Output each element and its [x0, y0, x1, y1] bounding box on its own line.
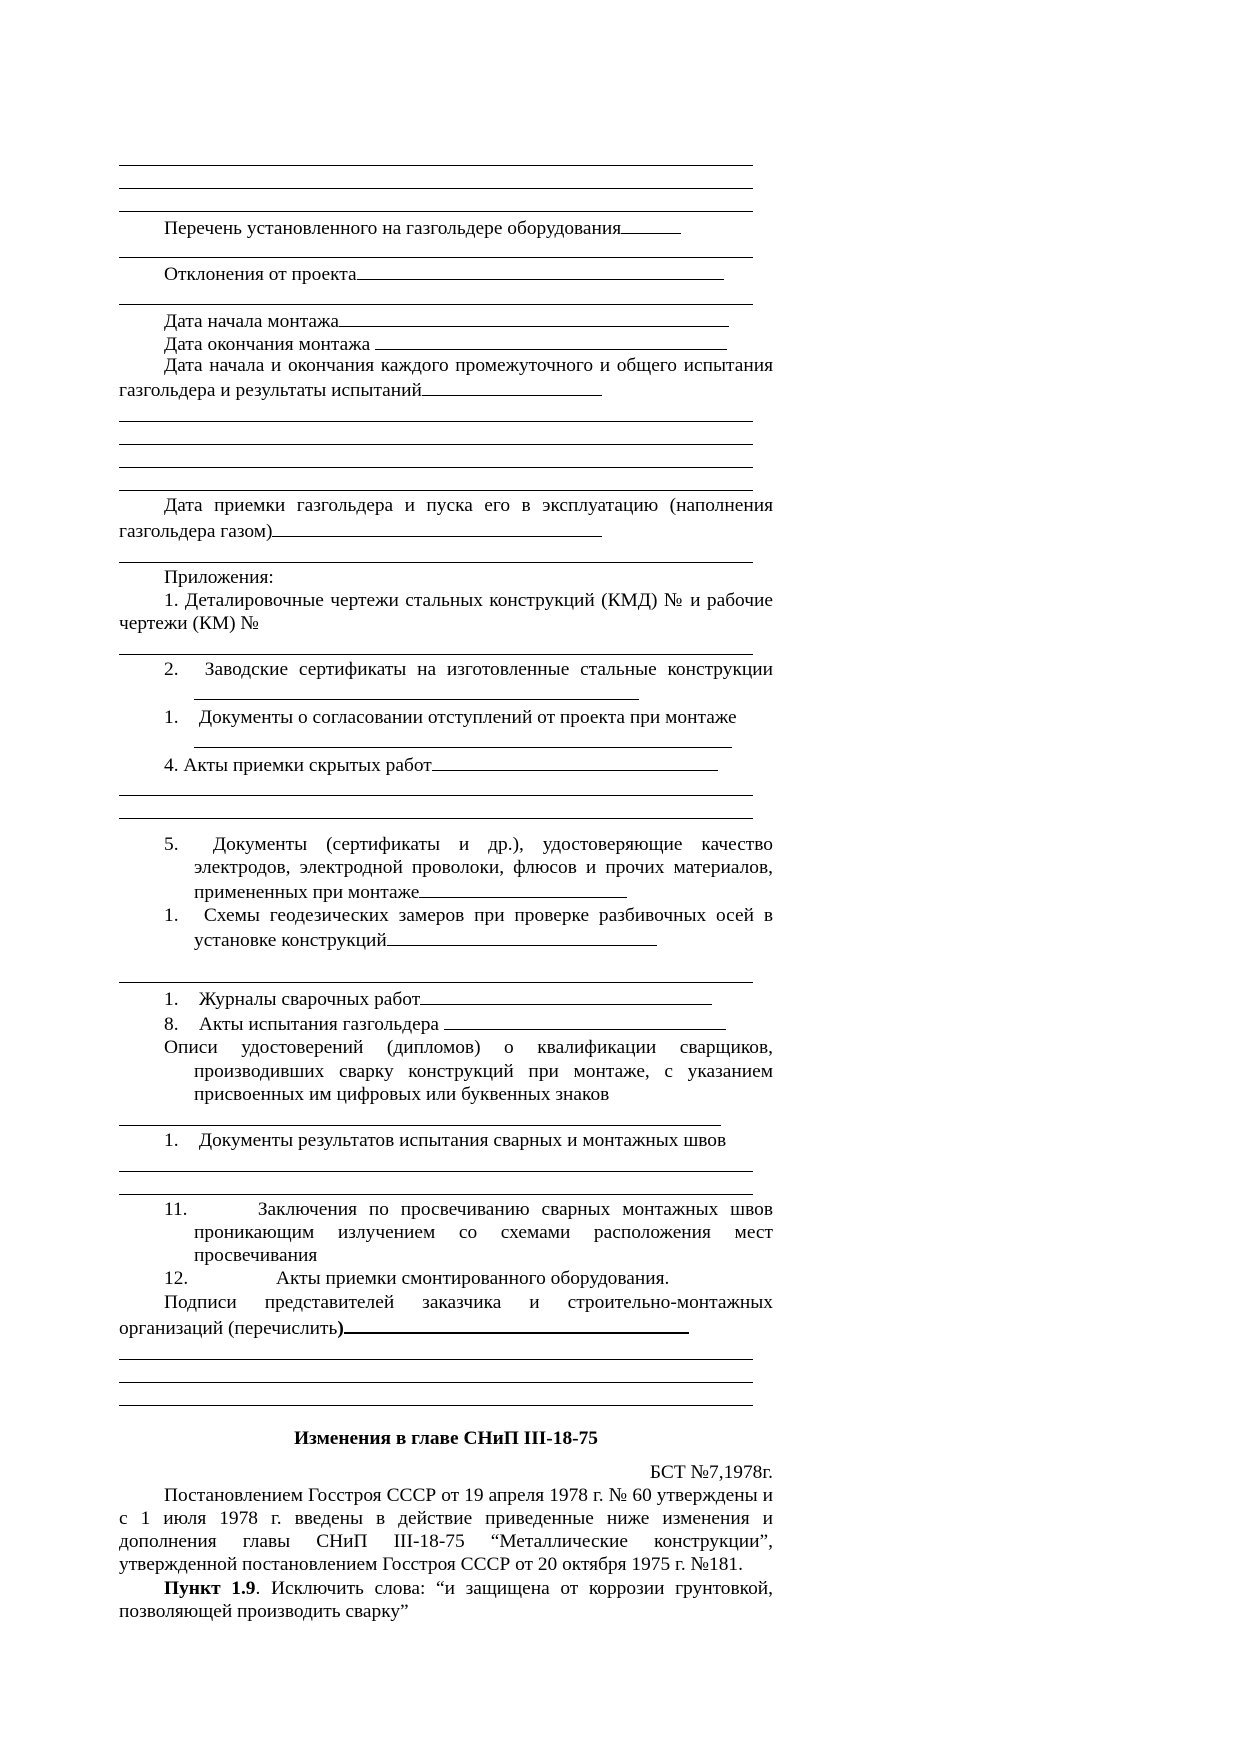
acceptance-label: Дата приемки газгольдера и пуска его в эксплуатацию (наполнения газгольдера газом) [119, 495, 773, 542]
appendix-7-text: Журналы сварочных работ [198, 989, 421, 1011]
signatures-label: Подписи представителей заказчика и строительно-монтажных организаций (перечислить [119, 1291, 773, 1339]
blank-line [119, 1363, 773, 1386]
changes-heading: Изменения в главе СНиП III-18-75 [293, 1427, 599, 1449]
blank-line [119, 963, 773, 986]
blank-line [119, 799, 773, 822]
changes-source: БСТ №7,1978г. [649, 1462, 773, 1484]
acceptance-field [119, 494, 773, 542]
appendix-12 [119, 1267, 773, 1290]
appendix-8-text: Акты испытания газгольдера [198, 1014, 440, 1036]
blank-line [119, 192, 773, 215]
blank-line [119, 169, 773, 192]
blank-line [119, 776, 773, 799]
test-dates-label: Дата начала и окончания каждого промежуточного и общего испытания газгольдера и результаты испытаний [119, 354, 773, 401]
appendix-3-blank [119, 729, 773, 752]
blank-line [119, 1386, 773, 1409]
changes-item-label: Пункт 1.9 [164, 1577, 256, 1599]
appendix-10-number: 1. [164, 1129, 179, 1151]
appendix-7-number: 1. [164, 989, 179, 1011]
deviations-field [119, 261, 773, 284]
appendix-6-number: 1. [164, 905, 179, 926]
blank-line [119, 146, 773, 169]
document-page [119, 146, 773, 1623]
appendix-4-text: 4. Акты приемки скрытых работ [164, 755, 432, 777]
equipment-label: Перечень установленного на газгольдере оборудования [164, 218, 622, 240]
appendix-10 [119, 1129, 773, 1152]
appendix-7 [119, 986, 773, 1011]
blank-line [119, 1152, 773, 1175]
blank-line [119, 635, 773, 658]
mount-start-label: Дата начала монтажа [164, 310, 340, 332]
appendix-4 [119, 752, 773, 775]
appendix-10-text: Документы результатов испытания сварных и монтажных швов [198, 1129, 727, 1151]
signatures-paren: ) [337, 1317, 344, 1339]
appendix-11-text: Заключения по просвечиванию сварных монтажных швов проникающим излучением со схемами расположения мест просвечивания [194, 1199, 773, 1267]
appendix-11-number: 11. [164, 1199, 188, 1221]
blank-line [119, 543, 773, 566]
blank-line [119, 238, 773, 261]
changes-intro: Постановлением Госстроя СССР от 19 апреля 1978 г. № 60 утверждены и с 1 июля 1978 г. введены в действие приведенные ниже изменения и дополнения главы СНиП III-18-75 “Металлические конструкции”, утвержденной постановлением Госстроя СССР от 20 октября 1975 г. №181. [119, 1485, 773, 1576]
mount-end-label: Дата окончания монтажа [164, 333, 371, 355]
appendix-8 [119, 1011, 773, 1036]
mount-start-field [119, 308, 773, 331]
appendix-3-number: 1. [164, 707, 179, 729]
blank-line [119, 425, 773, 448]
blank-line [119, 1340, 773, 1363]
appendix-2-text: Заводские сертификаты на изготовленные стальные конструкции [204, 659, 773, 681]
appendix-5-text: Документы (сертификаты и др.), удостоверяющие качество электродов, электродной проволоки, флюсов и прочих материалов, примененных при монтаже [194, 833, 773, 903]
blank-line [119, 448, 773, 471]
appendix-2-number: 2. [164, 659, 179, 681]
deviations-label: Отклонения от проекта [164, 264, 357, 286]
test-dates-field [119, 354, 773, 402]
appendix-2 [119, 658, 773, 706]
blank-line [119, 1175, 773, 1198]
appendix-11 [119, 1198, 773, 1267]
appendix-12-text: Акты приемки смонтированного оборудования. [276, 1268, 670, 1290]
appendix-6-text: Схемы геодезических замеров при проверке разбивочных осей в установке конструкций [194, 905, 773, 952]
appendix-9: Описи удостоверений (дипломов) о квалификации сварщиков, производивших сварку конструкций при монтаже, с указанием присвоенных им цифровых или буквенных знаков [164, 1037, 773, 1105]
changes-item-text: . Исключить слова: “и защищена от коррозии грунтовкой, позволяющей производить сварку” [119, 1577, 773, 1622]
appendix-1: 1. Деталировочные чертежи стальных конструкций (КМД) № и рабочие чертежи (КМ) № [119, 589, 773, 634]
blank-line [119, 285, 773, 308]
equipment-field [119, 215, 773, 238]
mount-end-field [119, 331, 773, 354]
appendices-heading: Приложения: [164, 566, 274, 588]
appendix-6 [119, 904, 773, 952]
blank-line [119, 471, 773, 494]
blank-line [119, 402, 773, 425]
appendix-3 [119, 706, 773, 729]
appendix-8-number: 8. [164, 1014, 179, 1036]
signatures-field [119, 1291, 773, 1340]
appendix-5 [119, 833, 773, 904]
appendix-5-number: 5. [164, 833, 179, 855]
blank-line [119, 1106, 773, 1129]
appendix-12-number: 12. [164, 1268, 189, 1290]
appendix-3-text: Документы о согласовании отступлений от проекта при монтаже [198, 707, 737, 729]
changes-item [119, 1577, 773, 1623]
